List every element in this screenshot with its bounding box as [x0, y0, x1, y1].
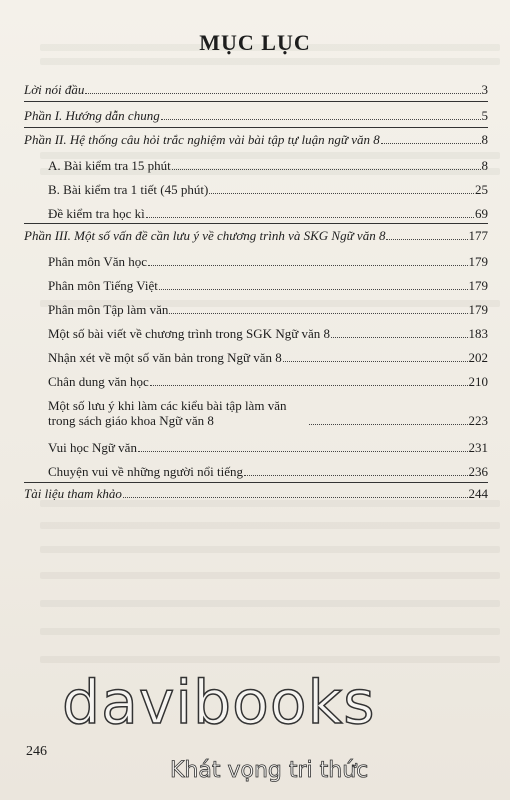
dot-leader [169, 313, 467, 314]
toc-entry [24, 132, 488, 147]
dot-leader [381, 143, 481, 144]
toc-entry-page: 3 [481, 82, 488, 97]
toc-entry-label: Một số lưu ý khi làm các kiểu bài tập làm văn trong sách giáo khoa Ngữ văn 8 [48, 398, 287, 428]
toc-entry-label: Chân dung văn học [48, 374, 149, 389]
toc-entry-page: 179 [468, 254, 488, 269]
toc-entry-page: 8 [481, 132, 488, 147]
toc-entry-page: 8 [481, 158, 488, 173]
toc-entry [24, 228, 488, 243]
toc-entry-page: 244 [468, 486, 488, 501]
dot-leader [85, 93, 480, 94]
toc-entry-label: B. Bài kiểm tra 1 tiết (45 phút) [48, 182, 209, 197]
divider [24, 482, 488, 483]
toc-entry [24, 486, 488, 501]
toc-entry [24, 278, 488, 293]
toc-entry [24, 108, 488, 123]
dot-leader [123, 497, 468, 498]
dot-leader [150, 385, 468, 386]
toc-entry [24, 82, 488, 97]
divider [24, 127, 488, 128]
dot-leader [209, 193, 474, 194]
toc-entry-page: 231 [468, 440, 488, 455]
toc-entry-page: 223 [468, 413, 488, 428]
toc-entry-label: Phân môn Văn học [48, 254, 148, 269]
toc-entry-label: Phân môn Tập làm văn [48, 302, 169, 317]
watermark-brand: davibooks [62, 668, 376, 738]
toc-entry [24, 302, 488, 317]
toc-entry [24, 398, 488, 428]
toc-entry-label: Chuyện vui về những người nổi tiếng [48, 464, 244, 479]
toc-entry [24, 464, 488, 479]
toc-entry-label: Đề kiểm tra học kì [48, 206, 145, 221]
divider [24, 223, 488, 224]
page-title: MỤC LỤC [199, 30, 311, 55]
toc-entry [24, 350, 488, 365]
page-number: 246 [26, 744, 47, 759]
toc-entry-label: Lời nói đầu [24, 82, 85, 97]
toc-entry-label: Nhận xét về một số văn bản trong Ngữ văn 8 [48, 350, 282, 365]
dot-leader [159, 289, 468, 290]
toc-entry-page: 183 [468, 326, 488, 341]
toc-entry-page: 25 [475, 182, 488, 197]
watermark-slogan: Khát vọng tri thức [170, 758, 369, 783]
toc-entry [24, 326, 488, 341]
divider [24, 101, 488, 102]
toc-entry-page: 202 [468, 350, 488, 365]
toc-entry-page: 177 [468, 228, 488, 243]
dot-leader [172, 169, 481, 170]
toc-entry-page: 179 [468, 278, 488, 293]
toc-entry [24, 374, 488, 389]
toc-entry-label: Phần I. Hướng dẫn chung [24, 108, 160, 123]
dot-leader [146, 217, 474, 218]
toc-entry-label: Phần III. Một số vấn đề cần lưu ý về chương trình và SKG Ngữ văn 8 [24, 228, 386, 243]
toc-entry [24, 182, 488, 197]
toc-entry-label: Tài liệu tham khảo [24, 486, 122, 501]
dot-leader [161, 119, 481, 120]
toc-entry-label: Phân môn Tiếng Việt [48, 278, 158, 293]
toc-entry-page: 5 [481, 108, 488, 123]
toc-entry-page: 236 [468, 464, 488, 479]
toc-entry-label: Một số bài viết về chương trình trong SGK Ngữ văn 8 [48, 326, 331, 341]
toc-entry-page: 210 [468, 374, 488, 389]
toc-entry-page: 69 [475, 206, 488, 221]
dot-leader [386, 239, 467, 240]
dot-leader [331, 337, 467, 338]
toc-entry-label: Phần II. Hệ thống câu hỏi trắc nghiệm vài bài tập tự luận ngữ văn 8 [24, 132, 380, 147]
toc-entry [24, 158, 488, 173]
toc-entry [24, 206, 488, 221]
dot-leader [138, 451, 468, 452]
toc-entry [24, 254, 488, 269]
toc-entry [24, 440, 488, 455]
toc-entry-label: Vui học Ngữ văn [48, 440, 137, 455]
toc-entry-label: A. Bài kiểm tra 15 phút [48, 158, 171, 173]
dot-leader [244, 475, 467, 476]
dot-leader [148, 265, 467, 266]
dot-leader [309, 424, 468, 425]
toc-entry-page: 179 [468, 302, 488, 317]
dot-leader [283, 361, 468, 362]
